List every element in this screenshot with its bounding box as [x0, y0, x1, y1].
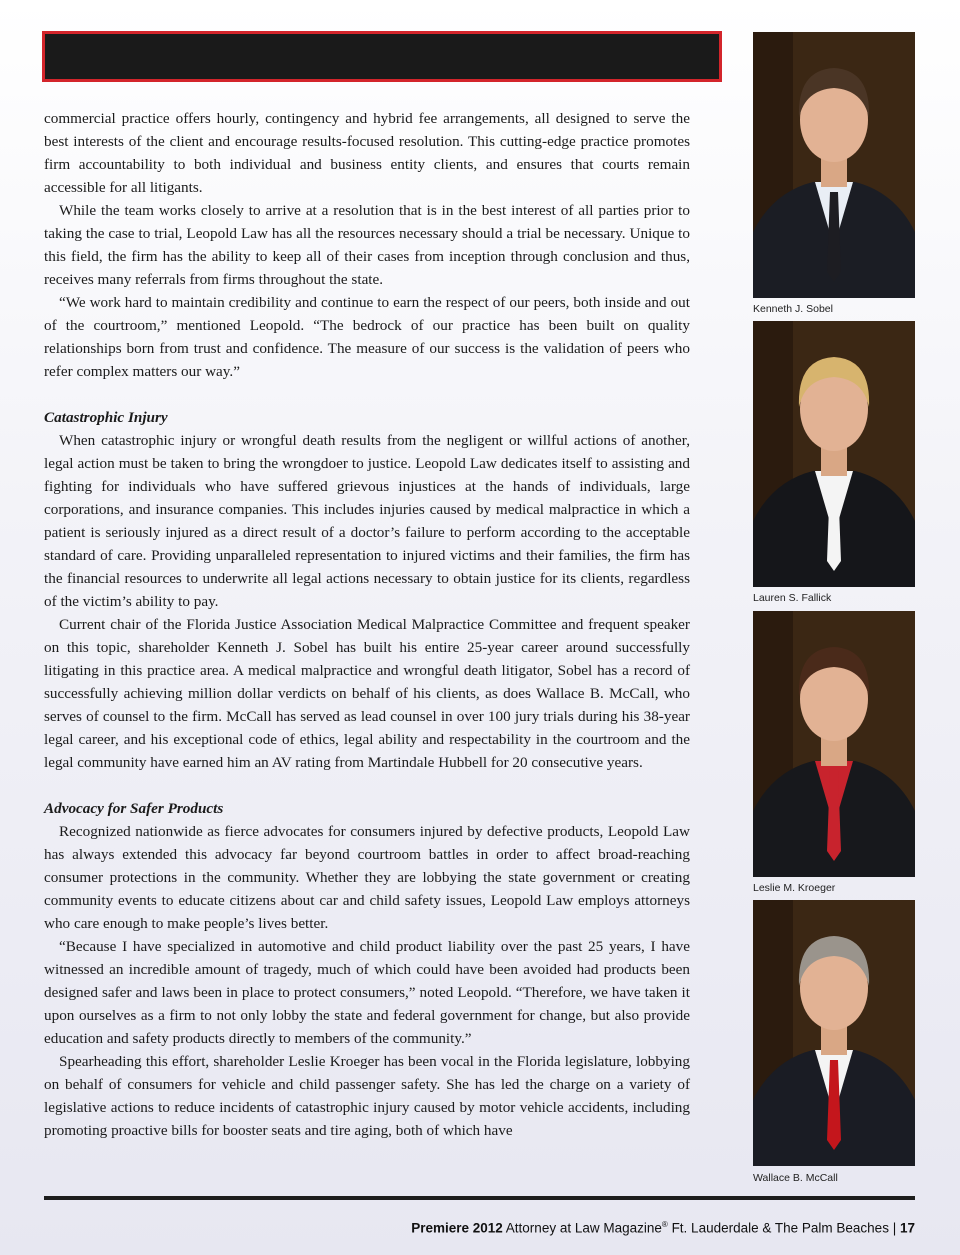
paragraph: “We work hard to maintain credibility and continue to earn the respect of our peers, both inside and out of the courtroom,” mentioned Leopold. “The bedrock of our practice has been built on quality relationships born from trust and confidence. The measure of our success is the validation of peers who refer complex matters our way.” — [44, 294, 690, 380]
article-body — [44, 107, 690, 1142]
portrait-silhouette — [753, 32, 915, 298]
footer-brand: Premiere 2012 — [411, 1220, 503, 1236]
paragraph: commercial practice offers hourly, contingency and hybrid fee arrangements, all designed to serve the best interests of the client and encourage results-focused resolution. This cutting-edge practice promotes firm accountability to both individual and business entity clients, and ensures that courts remain accessible for all litigants. — [44, 110, 690, 196]
footer-edition: Ft. Lauderdale & The Palm Beaches | — [671, 1220, 897, 1236]
portrait-photo — [753, 900, 915, 1166]
portrait-silhouette — [753, 321, 915, 587]
page-footer — [411, 1220, 915, 1236]
portrait-photo — [753, 321, 915, 587]
portrait-silhouette — [753, 611, 915, 877]
paragraph: Recognized nationwide as fierce advocates for consumers injured by defective products, Leopold Law has always extended this advocacy far beyond courtroom battles in order to affect broad-reaching consumer protections in the community. Whether they are lobbying the state government or creating community events to educate citizens about car and child safety issues, Leopold Law employs attorneys who care enough to make people’s lives better. — [44, 823, 690, 932]
footer-magazine: Attorney at Law Magazine — [505, 1220, 662, 1236]
registered-mark: ® — [661, 1220, 668, 1229]
photo-caption: Leslie M. Kroeger — [753, 882, 836, 894]
section-heading-catastrophic-injury: Catastrophic Injury — [44, 409, 168, 426]
paragraph: Current chair of the Florida Justice Association Medical Malpractice Committee and frequent speaker on this topic, shareholder Kenneth J. Sobel has built his entire 25-year career around successfully litigating in this practice area. A medical malpractice and wrongful death litigator, Sobel has a record of successfully achieving million dollar verdicts on behalf of his clients, as does Wallace B. McCall, who serves of counsel to the firm. McCall has served as lead counsel in over 100 jury trials during his 38-year legal career, and his exceptional code of ethics, legal ability and respectability in the courtroom and the legal community have earned him an AV rating from Martindale Hubbell for 20 consecutive years. — [44, 616, 690, 771]
photo-caption: Wallace B. McCall — [753, 1172, 838, 1184]
paragraph: While the team works closely to arrive at a resolution that is in the best interest of all parties prior to taking the case to trial, Leopold Law has all the resources necessary should a trial be necessary. Unique to this field, the firm has the ability to keep all of their cases from inception through conclusion and thus, receives many referrals from firms throughout the state. — [44, 202, 690, 288]
paragraph: “Because I have specialized in automotive and child product liability over the past 25 years, I have witnessed an incredible amount of tragedy, much of which could have been avoided had products been designed safer and laws been in place to protect consumers,” noted Leopold. “Therefore, we have taken it upon ourselves as a firm to not only lobby the state and federal government for change, but also provide education and safety products directly to members of the community.” — [44, 938, 690, 1047]
section-heading-advocacy: Advocacy for Safer Products — [44, 800, 224, 817]
portrait-photo — [753, 32, 915, 298]
paragraph: When catastrophic injury or wrongful death results from the negligent or willful actions of another, legal action must be taken to bring the wrongdoer to justice. Leopold Law dedicates itself to assisting and fighting for individuals who have suffered grievous injustices at the hands of individuals, large corporations, and insurance companies. This includes injuries caused by medical malpractice in which a patient is seriously injured as a direct result of a doctor’s failure to perform according to the acceptable standard of care. Providing unparalleled representation to injured victims and their families, the firm has the financial resources to underwrite all legal actions necessary to obtain justice for its clients, regardless of the victim’s ability to pay. — [44, 432, 690, 610]
paragraph: Spearheading this effort, shareholder Leslie Kroeger has been vocal in the Florida legislature, lobbying on behalf of consumers for vehicle and child passenger safety. She has led the charge on a variety of legislative actions to reduce incidents of catastrophic injury caused by motor vehicle accidents, including promoting proactive bills for booster seats and tire aging, both of which have — [44, 1053, 690, 1139]
photo-caption: Lauren S. Fallick — [753, 592, 832, 604]
portrait-silhouette — [753, 900, 915, 1166]
header-bar — [42, 31, 722, 82]
page-number: 17 — [899, 1220, 915, 1236]
portrait-photo — [753, 611, 915, 877]
photo-caption: Kenneth J. Sobel — [753, 303, 833, 315]
footer-rule — [44, 1196, 915, 1200]
